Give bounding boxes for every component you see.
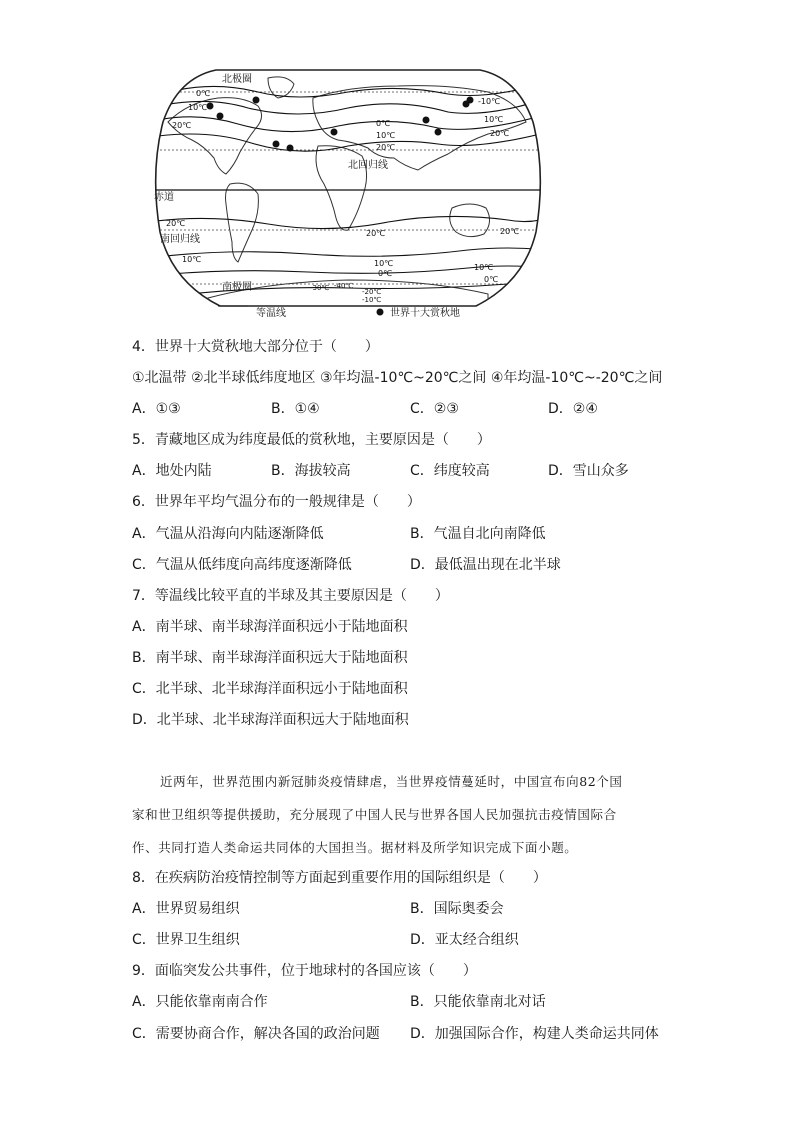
spot-marker (273, 141, 280, 148)
question-5-option-a[interactable]: A．地处内陆 (132, 463, 212, 479)
isotherm-label: 0℃ (378, 269, 393, 278)
question-7-option-c[interactable]: C．北半球、北半球海洋面积远小于陆地面积 (132, 681, 408, 697)
spot-marker (207, 103, 214, 110)
question-8-option-a[interactable]: A．世界贸易组织 (132, 901, 240, 917)
isotherm-label: -40℃ (334, 282, 354, 290)
material-line: 近两年，世界范围内新冠肺炎疫情肆虐，当世界疫情蔓延时，中国宣布向82个国 (160, 774, 623, 789)
question-9-stem: 9．面临突发公共事件，位于地球村的各国应该（ ） (132, 963, 477, 979)
isotherm-label: 0℃ (196, 89, 211, 98)
question-5-option-d[interactable]: D．雪山众多 (548, 463, 629, 479)
isotherm-label: 10℃ (484, 115, 504, 124)
isotherm-label: 0℃ (376, 119, 391, 128)
spot-marker (253, 97, 260, 104)
question-4-option-b[interactable]: B．①④ (271, 401, 320, 417)
map-svg (148, 62, 548, 324)
question-7-option-a[interactable]: A．南半球、南半球海洋面积远小于陆地面积 (132, 619, 408, 635)
material-line: 作、共同打造人类命运共同体的大国担当。据材料及所学知识完成下面小题。 (132, 840, 578, 855)
question-6-option-d[interactable]: D．最低温出现在北半球 (410, 557, 561, 573)
tropic-cancer-label: 北回归线 (348, 160, 388, 171)
spot-marker (467, 97, 474, 104)
question-4-option-c[interactable]: C．②③ (410, 401, 459, 417)
question-6-option-c[interactable]: C．气温从低纬度向高纬度逐渐降低 (132, 557, 352, 573)
isotherm-label: 20℃ (366, 229, 386, 238)
isotherm-legend-label: 等温线 (256, 308, 286, 319)
material-line: 家和世卫组织等提供援助，充分展现了中国人民与世界各国人民加强抗击疫情国际合 (132, 807, 617, 822)
spot-marker (331, 129, 338, 136)
question-4-stem: 4．世界十大赏秋地大部分位于（ ） (132, 339, 379, 355)
question-9-option-b[interactable]: B．只能依靠南北对话 (410, 994, 546, 1010)
isotherm-label: 20℃ (500, 227, 520, 236)
isotherm-label: 10℃ (188, 103, 208, 112)
isotherm-label: -20℃ (362, 288, 382, 296)
isotherm-label: -10℃ (362, 296, 382, 304)
question-6-option-b[interactable]: B．气温自北向南降低 (410, 526, 546, 542)
spot-marker (423, 117, 430, 124)
question-9-option-d[interactable]: D．加强国际合作，构建人类命运共同体 (410, 1026, 659, 1042)
question-7-option-d[interactable]: D．北半球、北半球海洋面积远大于陆地面积 (132, 712, 409, 728)
isotherm-10s (148, 248, 548, 258)
question-9-option-a[interactable]: A．只能依靠南南合作 (132, 994, 268, 1010)
spot-marker (217, 113, 224, 120)
question-8-option-b[interactable]: B．国际奥委会 (410, 901, 504, 917)
isotherm-label: -30℃ (310, 284, 330, 292)
isotherm-label: 10℃ (376, 131, 396, 140)
isotherm-label: 20℃ (376, 143, 396, 152)
question-4-option-d[interactable]: D．②④ (548, 401, 598, 417)
question-5-stem: 5．青藏地区成为纬度最低的赏秋地，主要原因是（ ） (132, 432, 491, 448)
question-4-option-a[interactable]: A．①③ (132, 401, 181, 417)
isotherm-label: 20℃ (490, 129, 510, 138)
isotherm-label: 10℃ (182, 255, 202, 264)
isotherm-label: 10℃ (374, 259, 394, 268)
map-legend (218, 306, 460, 319)
question-5-option-b[interactable]: B．海拔较高 (271, 463, 351, 479)
question-8-option-d[interactable]: D．亚太经合组织 (410, 932, 519, 948)
isotherm-label: 0℃ (484, 275, 499, 284)
world-isotherm-map (148, 62, 548, 324)
question-5-option-c[interactable]: C．纬度较高 (410, 463, 490, 479)
isotherm-label: 10℃ (474, 263, 494, 272)
question-6-stem: 6．世界年平均气温分布的一般规律是（ ） (132, 494, 421, 510)
arctic-circle-label: 北极圈 (222, 74, 252, 85)
tropic-capricorn-label: 南回归线 (160, 234, 200, 245)
question-9-option-c[interactable]: C．需要协商合作，解决各国的政治问题 (132, 1026, 380, 1042)
question-7-stem: 7．等温线比较平直的半球及其主要原因是（ ） (132, 588, 449, 604)
question-6-option-a[interactable]: A．气温从沿海向内陆逐渐降低 (132, 526, 324, 542)
antarctic-circle-label: 南极圈 (222, 282, 252, 293)
question-8-stem: 8．在疾病防治疫情控制等方面起到重要作用的国际组织是（ ） (132, 870, 547, 886)
continents (168, 77, 526, 314)
equator-label: 赤道 (154, 192, 174, 203)
isotherm-label: 20℃ (172, 121, 192, 130)
spot-legend-label: 世界十大赏秋地 (390, 308, 460, 319)
question-4-statements: ①北温带 ②北半球低纬度地区 ③年均温-10℃~20℃之间 ④年均温-10℃~-20℃之间 (132, 370, 663, 386)
spot-marker (287, 145, 294, 152)
material-passage (132, 772, 672, 858)
question-7-option-b[interactable]: B．南半球、南半球海洋面积远大于陆地面积 (132, 650, 408, 666)
spot-legend-marker (377, 309, 384, 316)
isotherm-label: -10℃ (478, 97, 501, 106)
question-8-option-c[interactable]: C．世界卫生组织 (132, 932, 240, 948)
spot-marker (435, 129, 442, 136)
isotherm-label: 20℃ (166, 219, 186, 228)
